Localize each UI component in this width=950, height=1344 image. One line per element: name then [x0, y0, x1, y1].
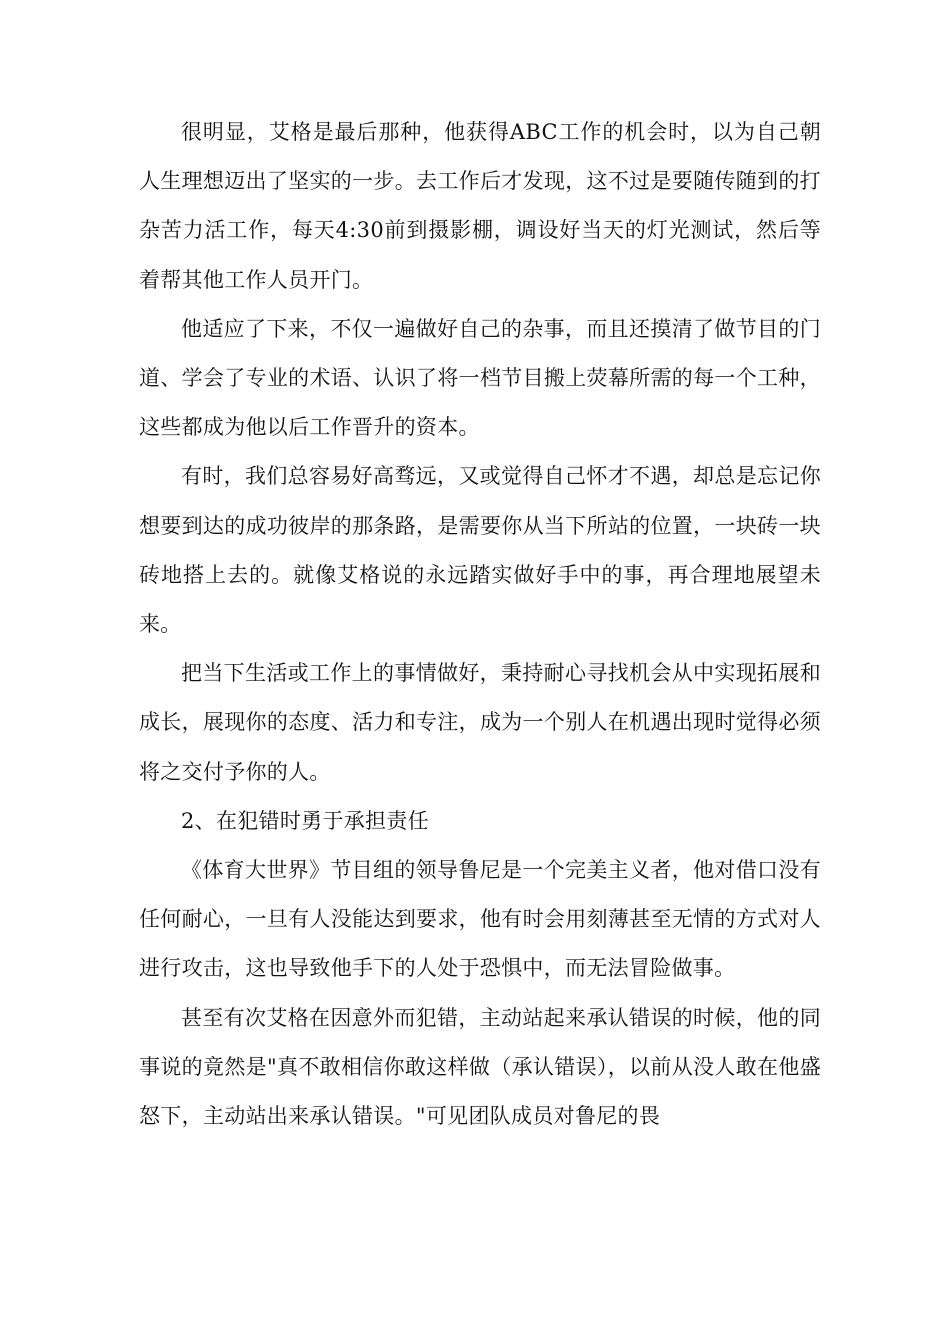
paragraph: 有时，我们总容易好高骛远，又或觉得自己怀才不遇，却总是忘记你想要到达的成功彼岸的那条路，是需要你从当下所站的位置，一块砖一块砖地搭上去的。就像艾格说的永远踏实做好手中的事，再合理地展望未来。 — [139, 464, 821, 637]
section-heading: 2、在犯错时勇于承担责任 — [181, 808, 429, 833]
paragraph: 把当下生活或工作上的事情做好，秉持耐心寻找机会从中实现拓展和成长，展现你的态度、活力和专注，成为一个别人在机遇出现时觉得必须将之交付予你的人。 — [139, 661, 821, 784]
paragraph: 甚至有次艾格在因意外而犯错，主动站起来承认错误的时候，他的同事说的竟然是"真不敢相信你敢这样做（承认错误），以前从没人敢在他盛怒下，主动站出来承认错误。"可见团队成员对鲁尼的畏 — [139, 1005, 821, 1129]
paragraph: 他适应了下来，不仅一遍做好自己的杂事，而且还摸清了做节目的门道、学会了专业的术语、认识了将一档节目搬上荧幕所需的每一个工种，这些都成为他以后工作晋升的资本。 — [139, 316, 821, 440]
body-text — [139, 108, 821, 1141]
paragraph: 很明显，艾格是最后那种，他获得ABC工作的机会时，以为自己朝人生理想迈出了坚实的一步。去工作后才发现，这不过是要随传随到的打杂苦力活工作，每天4:30前到摄影棚，调设好当天的灯光测试，然后等着帮其他工作人员开门。 — [139, 120, 821, 292]
paragraph: 《体育大世界》节目组的领导鲁尼是一个完美主义者，他对借口没有任何耐心，一旦有人没能达到要求，他有时会用刻薄甚至无情的方式对人进行攻击，这也导致他手下的人处于恐惧中，而无法冒险做事。 — [139, 858, 821, 981]
